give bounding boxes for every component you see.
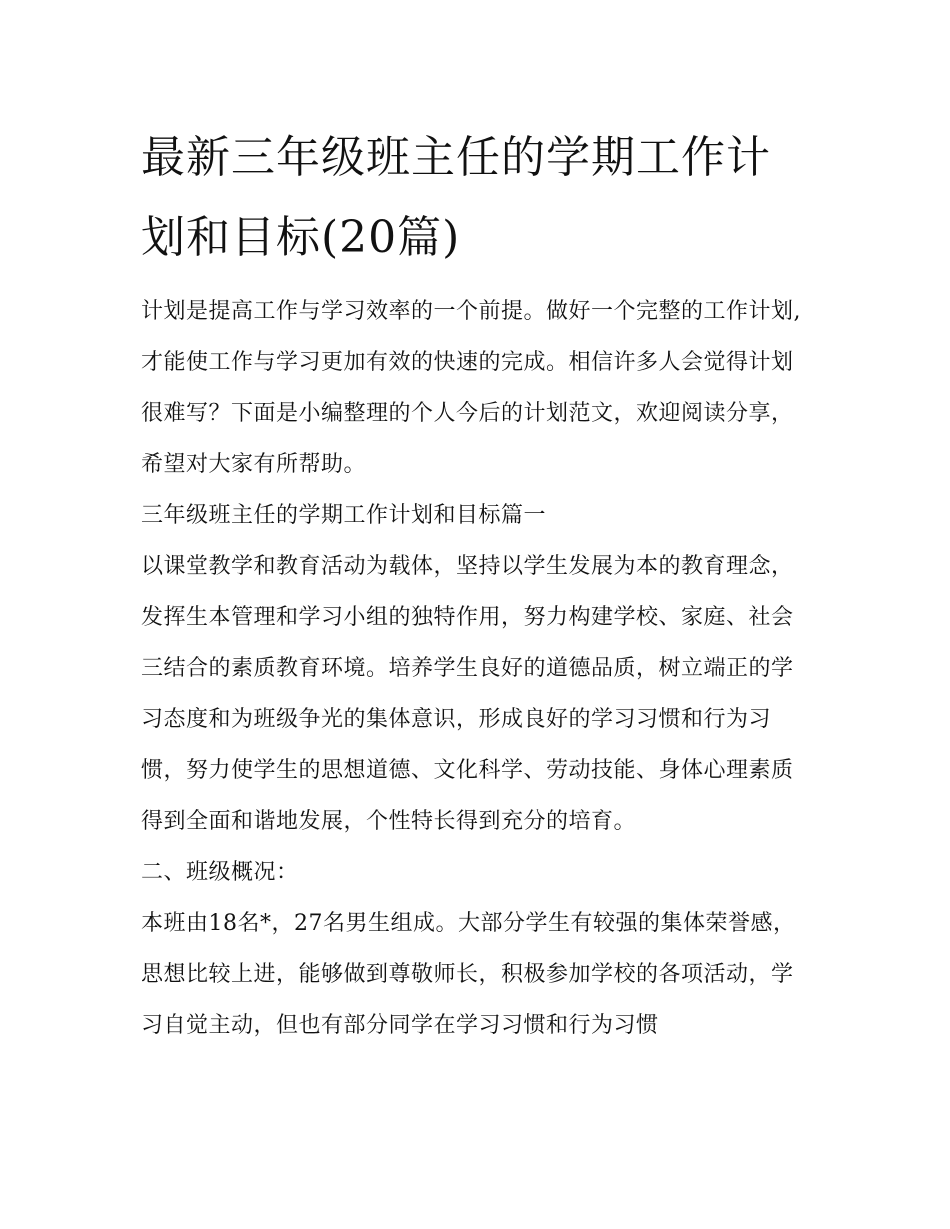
class-overview-heading: 二、班级概况： [141, 860, 299, 885]
document-title: 最新三年级班主任的学期工作计划和目标(20篇) [141, 132, 771, 263]
intro-paragraph: 计划是提高工作与学习效率的一个前提。做好一个完整的工作计划,才能使工作与学习更加有效的快速的完成。相信许多人会觉得计划很难写？下面是小编整理的个人今后的计划范文，欢迎阅读分享，希望对大家有所帮助。 [141, 299, 801, 477]
body-paragraph-2: 本班由18名*，27名男生组成。大部分学生有较强的集体荣誉感，思想比较上进，能够做到尊敬师长，积极参加学校的各项活动，学习自觉主动，但也有部分同学在学习习惯和行为习惯 [141, 911, 796, 1038]
document-page [141, 118, 813, 1051]
body-paragraph-1: 以课堂教学和教育活动为载体，坚持以学生发展为本的教育理念，发挥生本管理和学习小组的独特作用，努力构建学校、家庭、社会三结合的素质教育环境。培养学生良好的道德品质，树立端正的学习态度和为班级争光的集体意识，形成良好的学习习惯和行为习惯，努力使学生的思想道德、文化科学、劳动技能、身体心理素质得到全面和谐地发展，个性特长得到充分的培育。 [141, 554, 794, 834]
section-title: 三年级班主任的学期工作计划和目标篇一 [141, 503, 547, 528]
